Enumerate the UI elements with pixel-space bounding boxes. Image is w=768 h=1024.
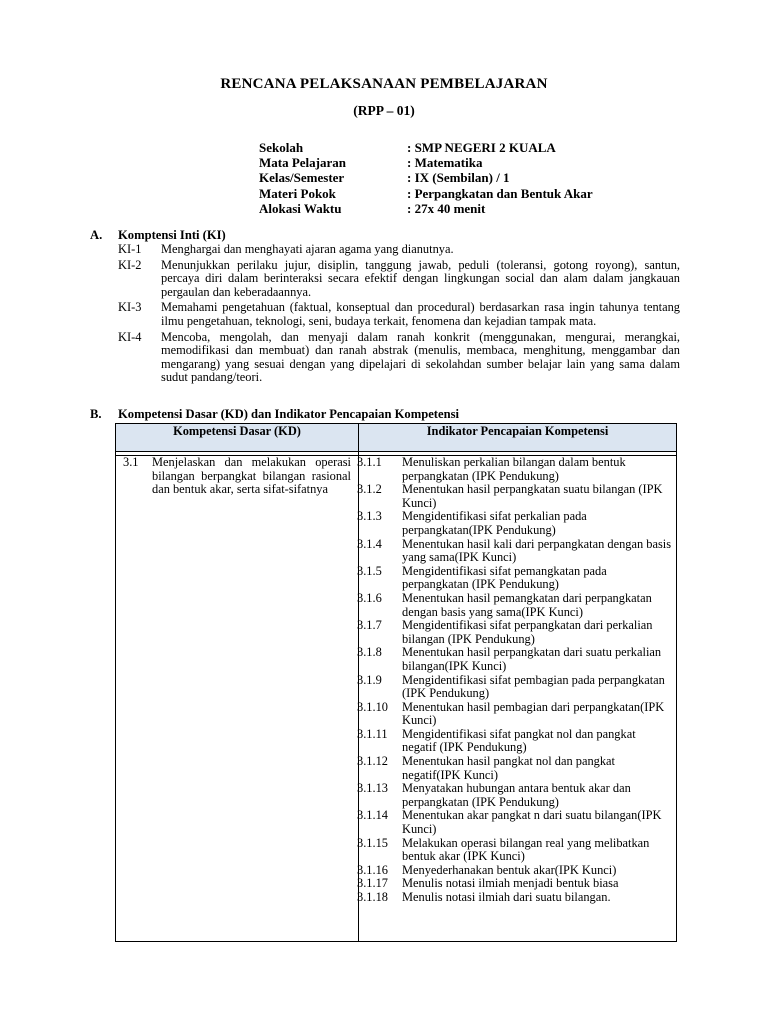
- ipk-text: Menentukan hasil pembagian dari perpangkatan(IPK Kunci): [402, 699, 665, 728]
- ipk-text: Menentukan hasil pemangkatan dari perpangkatan dengan basis yang sama(IPK Kunci): [402, 590, 652, 619]
- ipk-text: Menentukan hasil pangkat nol dan pangkat negatif(IPK Kunci): [402, 754, 615, 782]
- section-letter: A.: [90, 228, 103, 242]
- ipk-item: [357, 510, 673, 537]
- kd-cell: [123, 456, 351, 497]
- ipk-text: Menentukan akar pangkat n dari suatu bilangan(IPK Kunci): [402, 808, 662, 837]
- ipk-item: [357, 538, 673, 565]
- ipk-item: [357, 837, 673, 864]
- identity-label: Sekolah: [259, 140, 304, 155]
- ipk-item: [357, 592, 673, 619]
- ipk-text: Mengidentifikasi sifat pemangkatan pada perpangkatan (IPK Pendukung): [402, 563, 607, 592]
- section-a-heading: [90, 229, 226, 243]
- ipk-code: 3.1.3: [357, 509, 382, 524]
- ipk-item: [357, 891, 673, 905]
- ipk-item: [357, 755, 673, 782]
- ki-item: [118, 243, 680, 257]
- ipk-item: [357, 782, 673, 809]
- ki-code: KI-1: [118, 242, 142, 256]
- ipk-code: 3.1.2: [357, 482, 382, 497]
- ipk-code: 3.1.15: [357, 835, 388, 850]
- identity-value: : Perpangkatan dan Bentuk Akar: [407, 185, 593, 201]
- ipk-code: 3.1.13: [357, 781, 388, 796]
- ki-item: [118, 301, 680, 328]
- identity-row-school: [259, 141, 593, 156]
- identity-row-class: [259, 171, 593, 186]
- identity-value: : IX (Sembilan) / 1: [407, 170, 510, 186]
- ipk-text: Menulis notasi ilmiah menjadi bentuk biasa: [402, 876, 619, 891]
- ipk-text: Menulis notasi ilmiah dari suatu bilangan.: [402, 890, 611, 904]
- ipk-item: [357, 646, 673, 673]
- ki-text: Memahami pengetahuan (faktual, konseptual dan procedural) berdasarkan rasa ingin tahunya tentang ilmu pengetahuan, teknologi, seni, budaya terkait, fenomena dan kejadian tampak mata.: [161, 300, 680, 328]
- ipk-code: 3.1.8: [357, 645, 382, 660]
- ipk-code: 3.1.17: [357, 876, 388, 891]
- identity-label: Kelas/Semester: [259, 170, 345, 186]
- kd-number: 3.1: [123, 455, 139, 469]
- ipk-code: 3.1.9: [357, 672, 382, 687]
- ipk-list: [357, 456, 673, 905]
- ipk-code: 3.1.1: [357, 455, 382, 469]
- identity-value: : 27x 40 menit: [407, 200, 486, 216]
- ipk-item: [357, 701, 673, 728]
- section-title: Kompetensi Dasar (KD) dan Indikator Pencapaian Kompetensi: [118, 407, 459, 421]
- ipk-code: 3.1.5: [357, 563, 382, 578]
- ipk-item: [357, 864, 673, 878]
- ipk-item: [357, 877, 673, 891]
- section-title: Komptensi Inti (KI): [118, 228, 226, 242]
- identity-label: Materi Pokok: [259, 185, 336, 201]
- identity-row-subject: [259, 156, 593, 171]
- identity-label: Mata Pelajaran: [259, 155, 347, 171]
- ipk-text: Mengidentifikasi sifat perkalian pada perpangkatan(IPK Pendukung): [402, 509, 587, 537]
- ki-text: Menghargai dan menghayati ajaran agama yang dianutnya.: [161, 242, 454, 256]
- kd-table: [115, 423, 677, 942]
- ipk-code: 3.1.14: [357, 808, 388, 823]
- ipk-text: Menyatakan hubungan antara bentuk akar dan perpangkatan (IPK Pendukung): [402, 781, 631, 809]
- identity-row-topic: [259, 187, 593, 202]
- section-b-heading: [90, 408, 459, 422]
- ipk-text: Menyederhanakan bentuk akar(IPK Kunci): [402, 862, 617, 877]
- identity-value: : Matematika: [407, 155, 483, 171]
- identity-label: Alokasi Waktu: [259, 200, 342, 216]
- ki-item: [118, 331, 680, 385]
- ki-text: Mencoba, mengolah, dan menyaji dalam ranah konkrit (menggunakan, mengurai, merangkai, memodifikasi dan membuat) dan ranah abstrak (menulis, membaca, menghitung, menggambar dan mengarang) yang sesuai dengan yang dipelajari di sekolahdan sumber belajar lain yang sama dalam sudut pandang/teori.: [161, 329, 680, 385]
- ki-list: [118, 243, 680, 385]
- table-header: [116, 424, 676, 452]
- ipk-item: [357, 728, 673, 755]
- ipk-text: Mengidentifikasi sifat pangkat nol dan pangkat negatif (IPK Pendukung): [402, 726, 636, 755]
- ipk-code: 3.1.10: [357, 699, 388, 714]
- ipk-text: Menentukan hasil perpangkatan suatu bilangan (IPK Kunci): [402, 482, 663, 510]
- ki-code: KI-4: [118, 329, 142, 344]
- identity-row-time: [259, 202, 593, 217]
- header-kd: Kompetensi Dasar (KD): [116, 424, 359, 451]
- document-title: RENCANA PELAKSANAAN PEMBELAJARAN: [220, 76, 548, 92]
- section-letter: B.: [90, 407, 102, 421]
- ipk-code: 3.1.16: [357, 862, 388, 877]
- ipk-text: Melakukan operasi bilangan real yang melibatkan bentuk akar (IPK Kunci): [402, 835, 650, 864]
- ipk-code: 3.1.4: [357, 536, 382, 551]
- ipk-code: 3.1.18: [357, 890, 388, 904]
- identity-block: [259, 141, 593, 217]
- ipk-code: 3.1.11: [357, 726, 388, 741]
- ki-item: [118, 259, 680, 300]
- kd-description: Menjelaskan dan melakukan operasi bilangan berpangkat bilangan rasional dan bentuk akar, serta sifat-sifatnya: [152, 455, 351, 497]
- ipk-item: [357, 619, 673, 646]
- ipk-item: [357, 565, 673, 592]
- header-ipk: Indikator Pencapaian Kompetensi: [426, 424, 609, 438]
- ipk-code: 3.1.12: [357, 754, 388, 769]
- ki-code: KI-2: [118, 257, 142, 272]
- ipk-item: [357, 456, 673, 483]
- ki-code: KI-3: [118, 300, 142, 315]
- identity-value: : SMP NEGERI 2 KUALA: [407, 140, 556, 155]
- ipk-text: Menentukan hasil kali dari perpangkatan dengan basis yang sama(IPK Kunci): [402, 536, 672, 565]
- ipk-text: Menuliskan perkalian bilangan dalam bentuk perpangkatan (IPK Pendukung): [402, 455, 626, 483]
- ipk-text: Mengidentifikasi sifat pembagian pada perpangkatan (IPK Pendukung): [402, 672, 665, 701]
- ipk-text: Mengidentifikasi sifat perpangkatan dari perkalian bilangan (IPK Pendukung): [402, 618, 653, 646]
- ki-text: Menunjukkan perilaku jujur, disiplin, tanggung jawab, peduli (toleransi, gotong royong), santun, percaya diri dalam berinteraksi secara efektif dengan lingkungan social dan alam dalam jangkauan pergaulan dan keberadaannya.: [161, 257, 680, 299]
- document-subtitle: (RPP – 01): [353, 103, 415, 118]
- ipk-item: [357, 809, 673, 836]
- ipk-code: 3.1.6: [357, 590, 382, 605]
- ipk-text: Menentukan hasil perpangkatan dari suatu perkalian bilangan(IPK Kunci): [402, 645, 662, 673]
- ipk-code: 3.1.7: [357, 618, 382, 633]
- ipk-item: [357, 483, 673, 510]
- ipk-item: [357, 674, 673, 701]
